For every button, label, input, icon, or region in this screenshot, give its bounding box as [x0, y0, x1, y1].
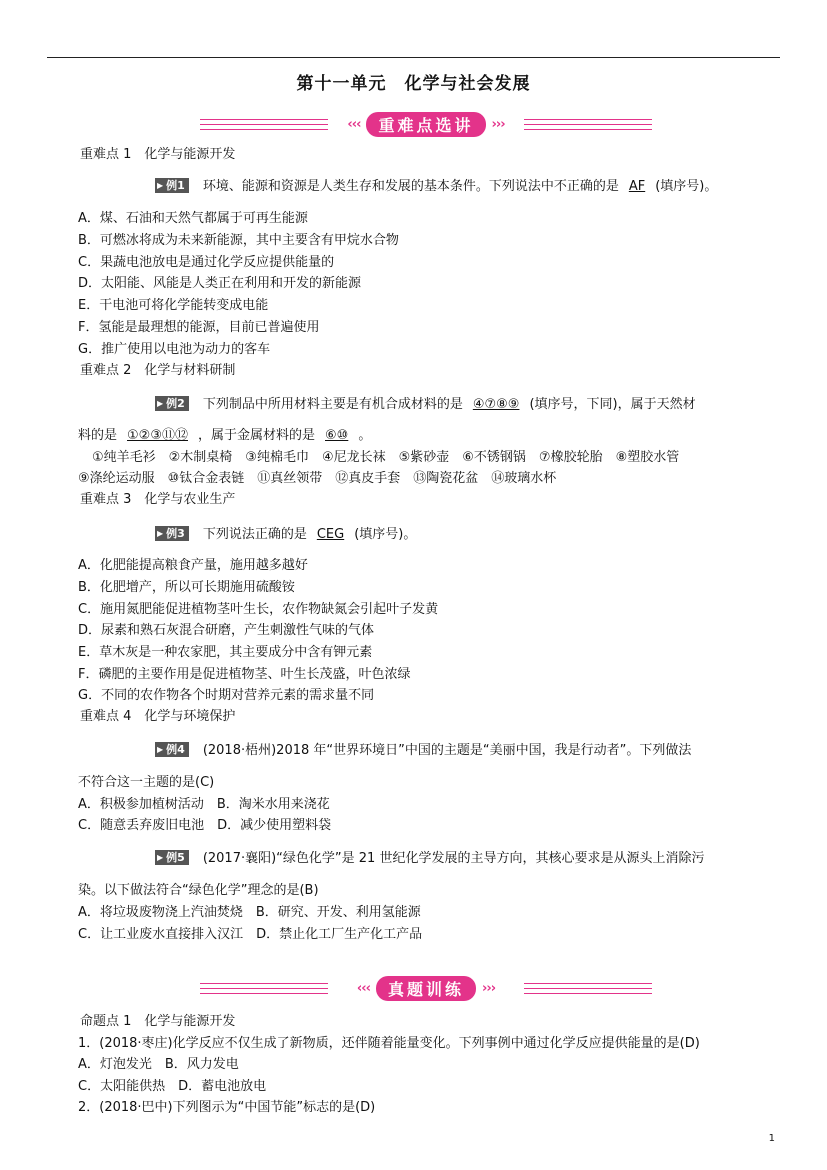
option: A．积极参加植树活动 B．淘米水用来浇花 — [78, 797, 330, 812]
answer-blank: ⑥⑩ — [325, 428, 349, 443]
option: A．灯泡发光 B．风力发电 — [78, 1057, 239, 1072]
section-heading: 重难点 3 化学与农业生产 — [80, 492, 236, 507]
header-rule — [47, 57, 780, 58]
option: D．太阳能、风能是人类正在利用和开发的新能源 — [78, 276, 362, 291]
answer-blank: ④⑦⑧⑨ — [472, 397, 520, 412]
example-5-continuation: 染。以下做法符合“绿色化学”理念的是(B) — [78, 883, 319, 898]
option: G．不同的农作物各个时期对营养元素的需求量不同 — [78, 688, 375, 703]
example-tag: ▶ 例2 — [155, 396, 189, 411]
section-heading: 重难点 1 化学与能源开发 — [80, 147, 236, 162]
option: D．尿素和熟石灰混合研磨，产生刺激性气味的气体 — [78, 623, 375, 638]
option: C．果蔬电池放电是通过化学反应提供能量的 — [78, 255, 335, 270]
left-chevrons-icon: ‹‹‹ — [356, 980, 370, 996]
answer-blank: CEG — [316, 527, 345, 542]
section-banner-exam-practice — [200, 974, 652, 1004]
option: C．施用氮肥能促进植物茎叶生长，农作物缺氮会引起叶子发黄 — [78, 602, 439, 617]
example-1-stem: ▶ 例1 环境、能源和资源是人类生存和发展的基本条件。下列说法中不正确的是 AF (填序号)。 — [157, 179, 718, 194]
option: B．可燃冰将成为未来新能源，其中主要含有甲烷水合物 — [78, 233, 399, 248]
example-3-stem: ▶ 例3 下列说法正确的是 CEG (填序号)。 — [157, 527, 417, 542]
question-1: 1．(2018·枣庄)化学反应不仅生成了新物质，还伴随着能量变化。下列事例中通过化学反应提供能量的是(D) — [78, 1036, 700, 1051]
item-list: ⑨涤纶运动服 ⑩钛合金表链 ⑪真丝领带 ⑫真皮手套 ⑬陶瓷花盆 ⑭玻璃水杯 — [78, 471, 557, 486]
option: F．磷肥的主要作用是促进植物茎、叶生长茂盛，叶色浓绿 — [78, 667, 411, 682]
option: E．草木灰是一种农家肥，其主要成分中含有钾元素 — [78, 645, 373, 660]
option: G．推广使用以电池为动力的客车 — [78, 342, 271, 357]
example-tag: ▶ 例5 — [155, 850, 189, 865]
section-banner-key-points — [200, 110, 652, 140]
right-chevrons-icon: ››› — [482, 980, 496, 996]
answer-blank: ①②③⑪⑫ — [127, 428, 188, 443]
section-heading: 重难点 2 化学与材料研制 — [80, 363, 236, 378]
item-list: ①纯羊毛衫 ②木制桌椅 ③纯棉毛巾 ④尼龙长袜 ⑤紫砂壶 ⑥不锈钢锅 ⑦橡胶轮胎 ⑧塑胶水管 — [92, 450, 680, 465]
right-chevrons-icon: ››› — [491, 116, 505, 132]
play-triangle-icon: ▶ — [157, 745, 164, 754]
page-title: 第十一单元 化学与社会发展 — [296, 74, 531, 94]
banner-label: 真题训练 — [376, 976, 476, 1001]
option: C．随意丢弃废旧电池 D．减少使用塑料袋 — [78, 818, 332, 833]
example-2-stem: ▶ 例2 下列制品中所用材料主要是有机合成材料的是 ④⑦⑧⑨ (填序号，下同)，属于天然材 — [157, 397, 696, 412]
banner-label: 重难点选讲 — [366, 112, 485, 137]
option: E．干电池可将化学能转变成电能 — [78, 298, 269, 313]
option: A．煤、石油和天然气都属于可再生能源 — [78, 211, 308, 226]
example-5-stem: ▶ 例5 (2017·襄阳)“绿色化学”是 21 世纪化学发展的主导方向，其核心要求是从源头上消除污 — [157, 851, 705, 866]
play-triangle-icon: ▶ — [157, 181, 164, 190]
question-2: 2．(2018·巴中)下列图示为“中国节能”标志的是(D) — [78, 1100, 376, 1115]
section-heading: 命题点 1 化学与能源开发 — [80, 1014, 236, 1029]
left-chevrons-icon: ‹‹‹ — [347, 116, 361, 132]
example-2-continuation: 料的是 ①②③⑪⑫ ，属于金属材料的是 ⑥⑩ 。 — [78, 428, 372, 443]
option: C．让工业废水直接排入汉江 D．禁止化工厂生产化工产品 — [78, 927, 423, 942]
option: A．化肥能提高粮食产量，施用越多越好 — [78, 558, 308, 573]
option: A．将垃圾废物浇上汽油焚烧 B．研究、开发、利用氢能源 — [78, 905, 421, 920]
section-heading: 重难点 4 化学与环境保护 — [80, 709, 236, 724]
play-triangle-icon: ▶ — [157, 399, 164, 408]
example-4-continuation: 不符合这一主题的是(C) — [78, 775, 215, 790]
play-triangle-icon: ▶ — [157, 529, 164, 538]
option: C．太阳能供热 D．蓄电池放电 — [78, 1079, 267, 1094]
example-tag: ▶ 例1 — [155, 178, 189, 193]
play-triangle-icon: ▶ — [157, 853, 164, 862]
example-4-stem: ▶ 例4 (2018·梧州)2018 年“世界环境日”中国的主题是“美丽中国，我是行动者”。下列做法 — [157, 743, 692, 758]
example-tag: ▶ 例3 — [155, 526, 189, 541]
example-tag: ▶ 例4 — [155, 742, 189, 757]
option: B．化肥增产，所以可长期施用硫酸铵 — [78, 580, 295, 595]
answer-blank: AF — [628, 179, 646, 194]
option: F．氢能是最理想的能源，目前已普遍使用 — [78, 320, 320, 335]
page-number: 1 — [768, 1133, 775, 1144]
